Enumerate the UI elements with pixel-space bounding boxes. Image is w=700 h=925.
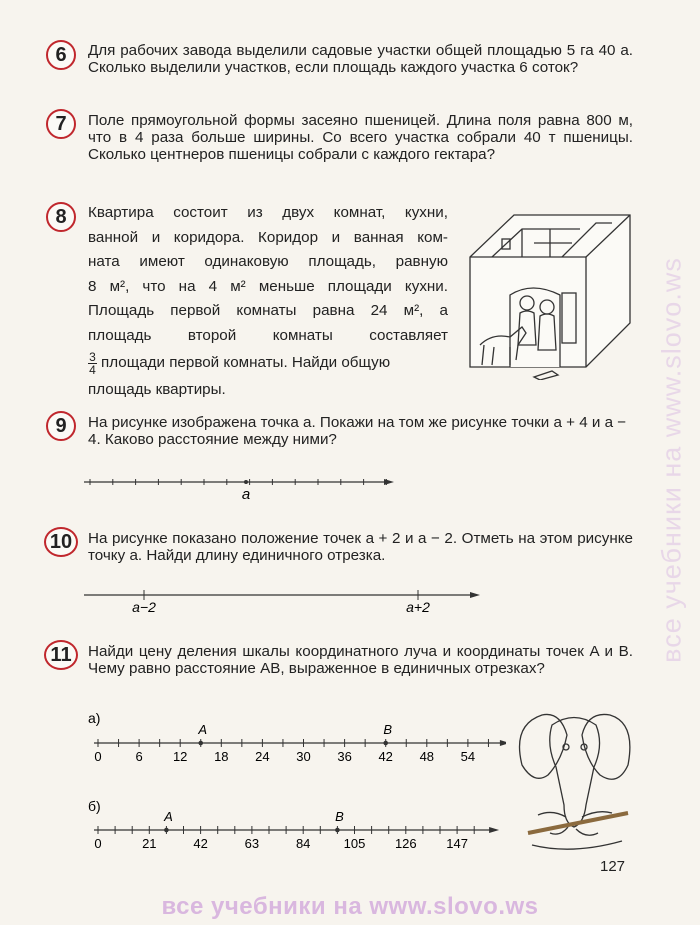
problem-8-number: 8 — [46, 202, 76, 232]
point-b-label: B — [383, 722, 393, 737]
ray-tick-label: 0 — [94, 836, 102, 851]
point-a-label: a — [241, 486, 251, 503]
ray-tick-label: 54 — [460, 749, 476, 764]
point-a-label: A — [198, 722, 208, 737]
ray-tick-label: 36 — [337, 749, 352, 764]
problem-8-line: Квартира состоит из двух комнат, кухни, — [88, 204, 448, 221]
coordinate-ray-a — [86, 710, 506, 770]
ray-tick-label: 105 — [343, 836, 366, 851]
apartment-illustration — [462, 195, 637, 380]
problem-8-text — [88, 201, 448, 403]
fraction-numerator: 3 — [89, 349, 96, 364]
label-a-plus-2: a+2 — [406, 599, 430, 615]
ray-tick-label: 6 — [135, 749, 143, 764]
ray-tick-label: 30 — [296, 749, 311, 764]
ray-tick-label: 24 — [255, 749, 270, 764]
point-a — [198, 741, 203, 746]
side-watermark: все учебники на www.slovo.ws — [656, 257, 687, 663]
problem-11-number: 11 — [44, 640, 78, 670]
ray-tick-label: 126 — [394, 836, 417, 851]
ray-tick-label: 42 — [378, 749, 393, 764]
problem-8-line: ната имеют одинаковую площадь, равную — [88, 253, 448, 270]
ray-tick-label: 48 — [419, 749, 435, 764]
problem-10-number: 10 — [44, 527, 78, 557]
ray-tick-label: 147 — [446, 836, 468, 851]
point-b — [335, 828, 340, 833]
axis-arrow — [384, 479, 394, 485]
elephant-illustration — [512, 705, 637, 855]
problem-6-number: 6 — [46, 40, 76, 70]
ray-tick-label: 63 — [244, 836, 260, 851]
problem-8-line: Площадь первой комнаты равна 24 м², а — [88, 302, 448, 319]
problem-7-text: Поле прямоугольной формы засеяно пшеницей. Длина поля равна 800 м, что в 4 раза больше ширины. Со всего участка собрали 40 т пшеницы. Сколько центнеров пшеницы собрали с каждого гектара? — [88, 112, 633, 163]
problem-10-text: На рисунке показано положение точек a + 2 и a − 2. Отметь на этом рисунке точку a. Найди длину единичного отрезка. — [88, 530, 633, 564]
number-line-10 — [80, 585, 490, 620]
ray-arrow — [489, 827, 499, 833]
problem-8-line: 8 м², что на 4 м² меньше площади кухни. — [88, 277, 448, 295]
ray-b-label: б) — [88, 798, 101, 814]
point-b — [383, 741, 388, 746]
point-a-label: A — [164, 809, 173, 824]
problem-8-line: ванной и коридора. Коридор и ванная ком- — [88, 228, 448, 246]
ray-tick-label: 42 — [193, 836, 208, 851]
problem-8-line: площади первой комнаты. Найди общую — [101, 353, 391, 371]
problem-6-text: Для рабочих завода выделили садовые участки общей площадью 5 га 40 а. Сколько выделили участков, если площадь каждого участка 6 соток? — [88, 42, 633, 76]
coordinate-ray-b — [86, 798, 506, 858]
problem-8-line: площадь квартиры. — [88, 381, 226, 398]
point-a — [244, 480, 248, 484]
ray-tick-label: 18 — [214, 749, 229, 764]
point-b-label: B — [335, 809, 344, 824]
ray-a-label: а) — [88, 710, 101, 726]
problem-7-number: 7 — [46, 109, 76, 139]
problem-9-number: 9 — [46, 411, 76, 441]
fraction-denominator: 4 — [89, 362, 96, 377]
problem-8-line: площадь второй комнаты составляет — [88, 326, 448, 344]
point-a — [164, 828, 169, 833]
label-a-minus-2: a−2 — [132, 599, 156, 615]
number-line-9 — [80, 470, 400, 505]
ray-tick-label: 84 — [295, 836, 311, 851]
bottom-watermark: все учебники на www.slovo.ws — [161, 893, 539, 920]
problem-8-fraction-line — [88, 348, 448, 378]
problem-11-text: Найди цену деления шкалы координатного луча и координаты точек A и B. Чему равно расстояние AB, выраженное в единичных отрезках? — [88, 643, 633, 677]
problem-9-text: На рисунке изображена точка a. Покажи на том же рисунке точки a + 4 и a − 4. Каково расстояние между ними? — [88, 414, 627, 448]
ray-tick-label: 0 — [94, 749, 102, 764]
fraction-three-quarters — [88, 351, 97, 376]
ray-arrow — [500, 740, 506, 746]
ray-tick-label: 21 — [142, 836, 157, 851]
ray-tick-label: 12 — [172, 749, 188, 764]
page-number: 127 — [600, 858, 626, 875]
axis-arrow — [470, 592, 480, 598]
